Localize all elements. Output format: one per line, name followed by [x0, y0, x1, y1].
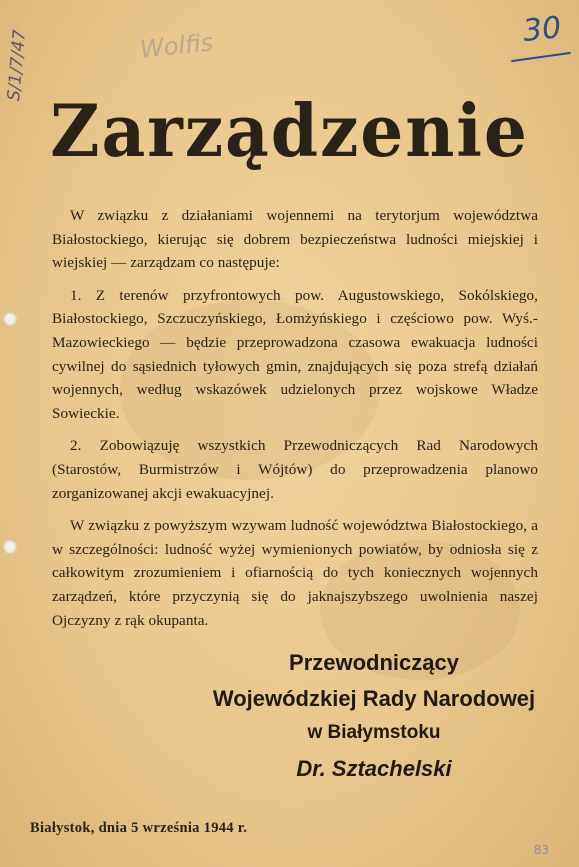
- archive-number: 30: [521, 10, 563, 49]
- issue-date: Białystok, dnia 5 września 1944 r.: [30, 820, 248, 836]
- punch-hole: [3, 312, 17, 326]
- intro-paragraph: W związku z działaniami wojennemi na terytorjum województwa Białostockiego, kierując się dobrem bezpieczeństwa ludności miejskiej i wiejskiej — zarządzam co następuje:: [52, 207, 538, 272]
- punch-hole: [3, 540, 17, 554]
- signature-name: Dr. Sztachelski: [296, 756, 452, 781]
- signature-title: Przewodniczący: [289, 650, 459, 675]
- archive-mark: S/1/7/47: [4, 29, 31, 102]
- point-1-paragraph: 1. Z terenów przyfrontowych pow. Augustowskiego, Sokólskiego, Białostockiego, Szczuczyńskiego, Łomżyńskiego i częściowo pow. Wyś.-Mazowieckiego — będzie przeprowadzona czasowa ewakuacja ludności cywilnej do sąsiednich tyłowych gmin, znajdujących się poza strefą działań wojennych, według wskazówek udzielonych przez wojskowe Władze Sowieckie.: [52, 286, 538, 422]
- signature-council: Wojewódzkiej Rady Narodowej: [212, 686, 536, 711]
- archive-mark-faint: Wolfis: [138, 28, 215, 64]
- poster-body: [52, 204, 538, 641]
- poster-title: Zarządzenie: [50, 88, 529, 173]
- signature-location: w Białymstoku: [307, 722, 441, 743]
- point-2-paragraph: 2. Zobowiązuję wszystkich Przewodniczących Rad Narodowych (Starostów, Burmistrzów i Wójtów) do przeprowadzenia planowo zorganizowanej akcji ewakuacyjnej.: [52, 437, 538, 502]
- appeal-paragraph: W związku z powyższym wzywam ludność województwa Białostockiego, a w szczególności: ludność wyżej wymienionych powiatów, by odniosła się z całkowitym zrozumieniem i ofiarnością do tych koniecznych wojennych zarządzeń, które przyczynią się do jaknajszybszego uwolnienia naszej Ojczyzny z rąk okupanta.: [52, 517, 538, 629]
- pencil-page-number: 83: [533, 843, 549, 857]
- archive-underline: [511, 52, 571, 62]
